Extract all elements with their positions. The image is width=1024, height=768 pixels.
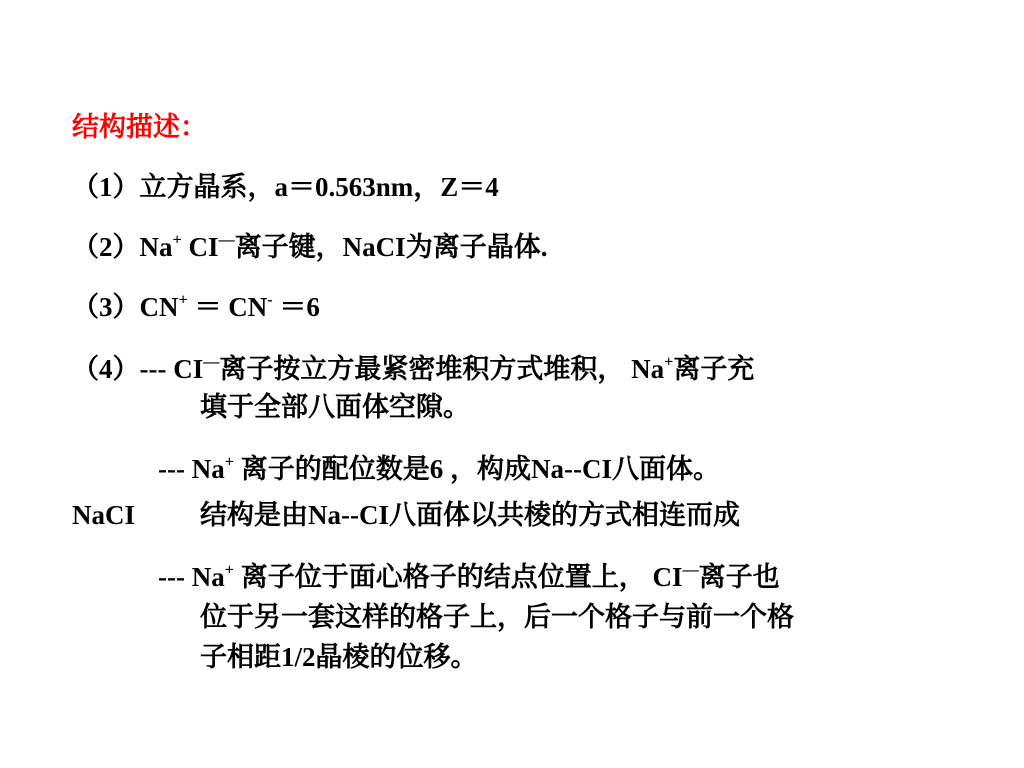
paragraph-b-text-c: 离子也: [698, 562, 780, 592]
item-4-sup-a: —: [203, 352, 220, 371]
item-2-sup-b: —: [218, 230, 235, 249]
item-4-sup-b: +: [664, 352, 674, 371]
item-2-text-b: CI: [181, 232, 219, 262]
item-4-prefix: （4）: [72, 354, 140, 384]
item-3-text-b: ＝ CN: [187, 292, 268, 322]
item-3: [72, 290, 320, 322]
item-3-sup-b: -: [267, 290, 273, 309]
item-2-text-c: 离子键，NaCI为离子晶体.: [234, 232, 548, 262]
item-3-text-c: ＝6: [272, 292, 320, 322]
item-3-text-a: CN: [139, 292, 179, 322]
item-2-text-a: Na: [139, 232, 173, 262]
paragraph-b-line-2: 位于另一套这样的格子上，后一个格子与前一个格: [200, 602, 794, 632]
paragraph-a-line-2: 结构是由Na--CI八面体以共棱的方式相连而成: [200, 500, 740, 530]
item-1-prefix: （1）: [72, 172, 140, 202]
slide-heading: 结构描述：: [72, 112, 207, 142]
item-1: [72, 174, 499, 201]
side-label: NaCI: [72, 500, 136, 530]
item-4: [72, 352, 755, 384]
paragraph-b-text-a: --- Na: [158, 562, 225, 592]
item-4-text-a: --- CI: [139, 354, 204, 384]
paragraph-a-line-1: [158, 452, 720, 484]
paragraph-b-text-b: 离子位于面心格子的结点位置上， CI: [233, 562, 683, 592]
item-2: [72, 230, 548, 262]
item-3-sup-a: +: [178, 290, 188, 309]
item-4-text-c: 离子充: [673, 354, 755, 384]
paragraph-b-line-3: 子相距1/2晶棱的位移。: [200, 642, 478, 672]
paragraph-a-sup-a: +: [224, 452, 234, 471]
paragraph-a-text-b: 离子的配位数是6 ，构成Na--CI八面体。: [233, 454, 720, 484]
paragraph-b-sup-a: +: [224, 560, 234, 579]
item-2-prefix: （2）: [72, 232, 140, 262]
paragraph-b-sup-b: —: [682, 560, 699, 579]
paragraph-a-text-a: --- Na: [158, 454, 225, 484]
paragraph-b-line-1: [158, 560, 780, 592]
item-4-text-b: 离子按立方最紧密堆积方式堆积， Na: [219, 354, 665, 384]
item-2-sup-a: +: [172, 230, 182, 249]
item-4-continuation: 填于全部八面体空隙。: [200, 392, 470, 422]
item-1-text: 立方晶系，a＝0.563nm，Z＝4: [139, 172, 499, 202]
item-3-prefix: （3）: [72, 292, 140, 322]
